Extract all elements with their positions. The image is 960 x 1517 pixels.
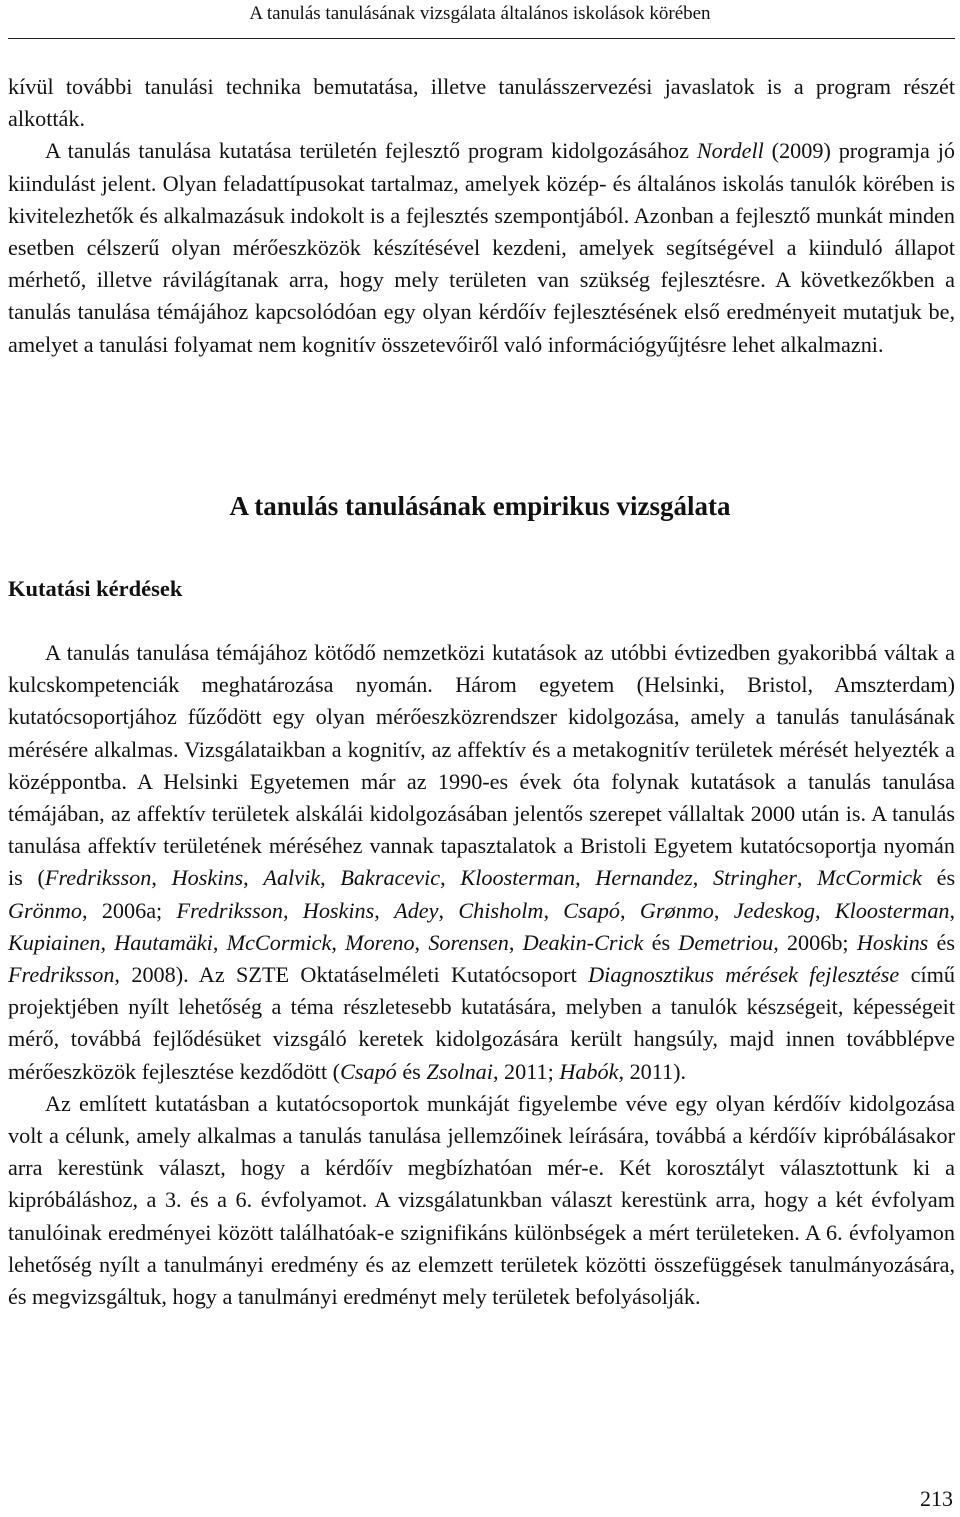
- citation-author: Hernandez: [595, 865, 693, 891]
- citation-author: Chisholm: [458, 897, 544, 923]
- citation-author: Deakin-Crick: [522, 929, 644, 955]
- paragraph-text: és: [928, 929, 956, 955]
- paragraph-text: című projektjében nyílt lehetőség a téma részletesebb kutatására, melyben a tanulók készségeit, képességeit mérő, továbbá fejlődésüket vizsgáló keretek kidolgozására került hangsúly, majd innen továbblépve mérőeszközök fejlesztése kezdődött (: [8, 962, 955, 1084]
- citation-author: Bakracevic: [340, 865, 441, 891]
- citation-author: Hautamäki: [114, 929, 213, 955]
- citation-author: Csapó: [340, 1058, 397, 1084]
- paragraph-text: ,: [331, 929, 346, 955]
- citation-author: Kloosterman: [460, 865, 576, 891]
- section-title: A tanulás tanulásának empirikus vizsgálata: [229, 491, 731, 521]
- paragraph-text: ,: [282, 897, 303, 923]
- intro-text: [8, 71, 955, 361]
- citation-author: Moreno: [345, 929, 415, 955]
- paragraph-text: ,: [796, 865, 818, 891]
- citation-author: Fredriksson: [44, 865, 152, 891]
- body-paragraph-1: [8, 637, 955, 1088]
- paragraph-text: ,: [543, 897, 564, 923]
- citation-author: McCormick: [226, 929, 332, 955]
- paragraph-text: ,: [508, 929, 523, 955]
- citation-author: Hoskins: [171, 865, 244, 891]
- paragraph-text: és: [643, 929, 679, 955]
- intro-paragraph-2-rest: (2009) programja jó kiindulást jelent. Olyan feladattípusokat tartalmaz, amelyek közép- és általános iskolás tanulók körében is kivitelezhetők és alkalmazásuk indokolt is a fejlesztés szempontjából. Azonban a fejlesztő munkát minden esetben célszerű olyan mérőeszközök készítésével kezdeni, amelyek segítségével a kiinduló állapot mérhető, illetve rávilágítanak arra, hogy mely területen van szükség fejlesztésre. A következőkben a tanulás tanulása témájához kapcsolódóan egy olyan kérdőív fejlesztésének első eredményeit mutatjuk be, amelyet a tanulási folyamat nem kognitív összetevőiről való információgyűjtésre lehet alkalmazni.: [8, 138, 955, 357]
- citation-author: Csapó: [563, 897, 621, 923]
- paragraph-text: ,: [440, 865, 461, 891]
- page-number: 213: [920, 1486, 953, 1511]
- paragraph-text: , 2006a;: [81, 897, 177, 923]
- citation-author: Fredriksson: [8, 962, 115, 988]
- running-head: A tanulás tanulásának vizsgálata általános iskolások körében: [249, 3, 711, 24]
- paragraph-text: ,: [949, 897, 956, 923]
- citation-author: Grönmo: [8, 897, 82, 923]
- citation-author: Habók: [559, 1058, 619, 1084]
- citation-author: Kloosterman: [834, 897, 950, 923]
- citation-author: Demetriou: [678, 929, 774, 955]
- citation-author: Nordell: [696, 138, 764, 164]
- paragraph-text: ,: [438, 897, 459, 923]
- paragraph-text: ,: [692, 865, 714, 891]
- paragraph-text: ,: [815, 897, 835, 923]
- paragraph-text: , 2006b;: [773, 929, 857, 955]
- paragraph-text: ,: [575, 865, 596, 891]
- citation-author: Kupiainen: [8, 929, 101, 955]
- paragraph-text: ,: [100, 929, 115, 955]
- citation-author: Diagnosztikus mérések fejlesztése: [588, 962, 900, 988]
- intro-paragraph-1: kívül további tanulási technika bemutatása, illetve tanulásszervezési javaslatok is a program részét alkották.: [8, 74, 955, 132]
- citation-author: Hoskins: [856, 929, 929, 955]
- paragraph-text: ,: [243, 865, 264, 891]
- paragraph-text: és: [921, 865, 956, 891]
- citation-author: Jedeskog: [733, 897, 816, 923]
- intro-paragraph-2: [8, 135, 955, 360]
- intro-paragraph-2-start: A tanulás tanulása kutatása területén fejlesztő program kidolgozásához: [45, 138, 697, 164]
- citation-author: Zsolnai: [426, 1058, 493, 1084]
- citation-author: McCormick: [817, 865, 922, 891]
- paragraph-text: , 2008). Az SZTE Oktatáselméleti Kutatócsoport: [114, 962, 589, 988]
- citation-author: Sorensen: [428, 929, 509, 955]
- paragraph-text: A tanulás tanulása témájához kötődő nemzetközi kutatások az utóbbi évtizedben gyakoribbá váltak a kulcskompetenciák meghatározása nyomán. Három egyetem (Helsinki, Bristol, Amszterdam) kutatócsoportjához fűződött egy olyan mérőeszközrendszer kidolgozása, amely a tanulás tanulásának mérésére alkalmas. Vizsgálataikban a kognitív, az affektív és a metakognitív területek mérését helyezték a középpontba. A Helsinki Egyetemen már az 1990-es évek óta folynak kutatások a tanulás tanulása témájában, az affektív területek alskálái kidolgozásában jelentős szerepet vállaltak 2000 után is. A tanulás tanulása affektív területének méréséhez vannak tapasztalatok a Bristoli Egyetem kutatócsoportja nyomán is (: [8, 640, 955, 891]
- paragraph-text: ,: [713, 897, 734, 923]
- citation-author: Grønmo: [639, 897, 714, 923]
- citation-author: Stringher: [713, 865, 797, 891]
- paragraph-text: ,: [414, 929, 429, 955]
- citation-author: Adey: [394, 897, 439, 923]
- body-text: [8, 637, 955, 1313]
- citation-author: Hoskins: [302, 897, 375, 923]
- citation-author: Aalvik: [263, 865, 321, 891]
- paragraph-text: ,: [374, 897, 395, 923]
- paragraph-text: és: [396, 1058, 427, 1084]
- paragraph-text: ,: [320, 865, 341, 891]
- subsection-title: Kutatási kérdések: [8, 576, 183, 601]
- paragraph-text: , 2011).: [618, 1058, 687, 1084]
- paragraph-text: ,: [212, 929, 227, 955]
- paragraph-text: ,: [620, 897, 640, 923]
- body-paragraph-2: Az említett kutatásban a kutatócsoportok munkáját figyelembe véve egy olyan kérdőív kidolgozása volt a célunk, amely alkalmas a tanulás tanulása jellemzőinek leírására, továbbá a kérdőív kipróbálásakor arra kerestünk választ, hogy a kérdőív megbízhatóan mér-e. Két korosztályt választottunk ki a kipróbáláshoz, a 3. és a 6. évfolyamot. A vizsgálatunkban választ kerestünk arra, hogy a két évfolyam tanulóinak eredményei között találhatóak-e szignifikáns különbségek a mért területeken. A 6. évfolyamon lehetőség nyílt a tanulmányi eredmény és az elemzett területek közötti összefüggések tanulmányozására, és megvizsgáltuk, hogy a tanulmányi eredményt mely területek befolyásolják.: [8, 1090, 955, 1310]
- paragraph-text: , 2011;: [492, 1058, 560, 1084]
- paragraph-text: ,: [151, 865, 172, 891]
- header-rule: [8, 38, 955, 39]
- citation-author: Fredriksson: [176, 897, 283, 923]
